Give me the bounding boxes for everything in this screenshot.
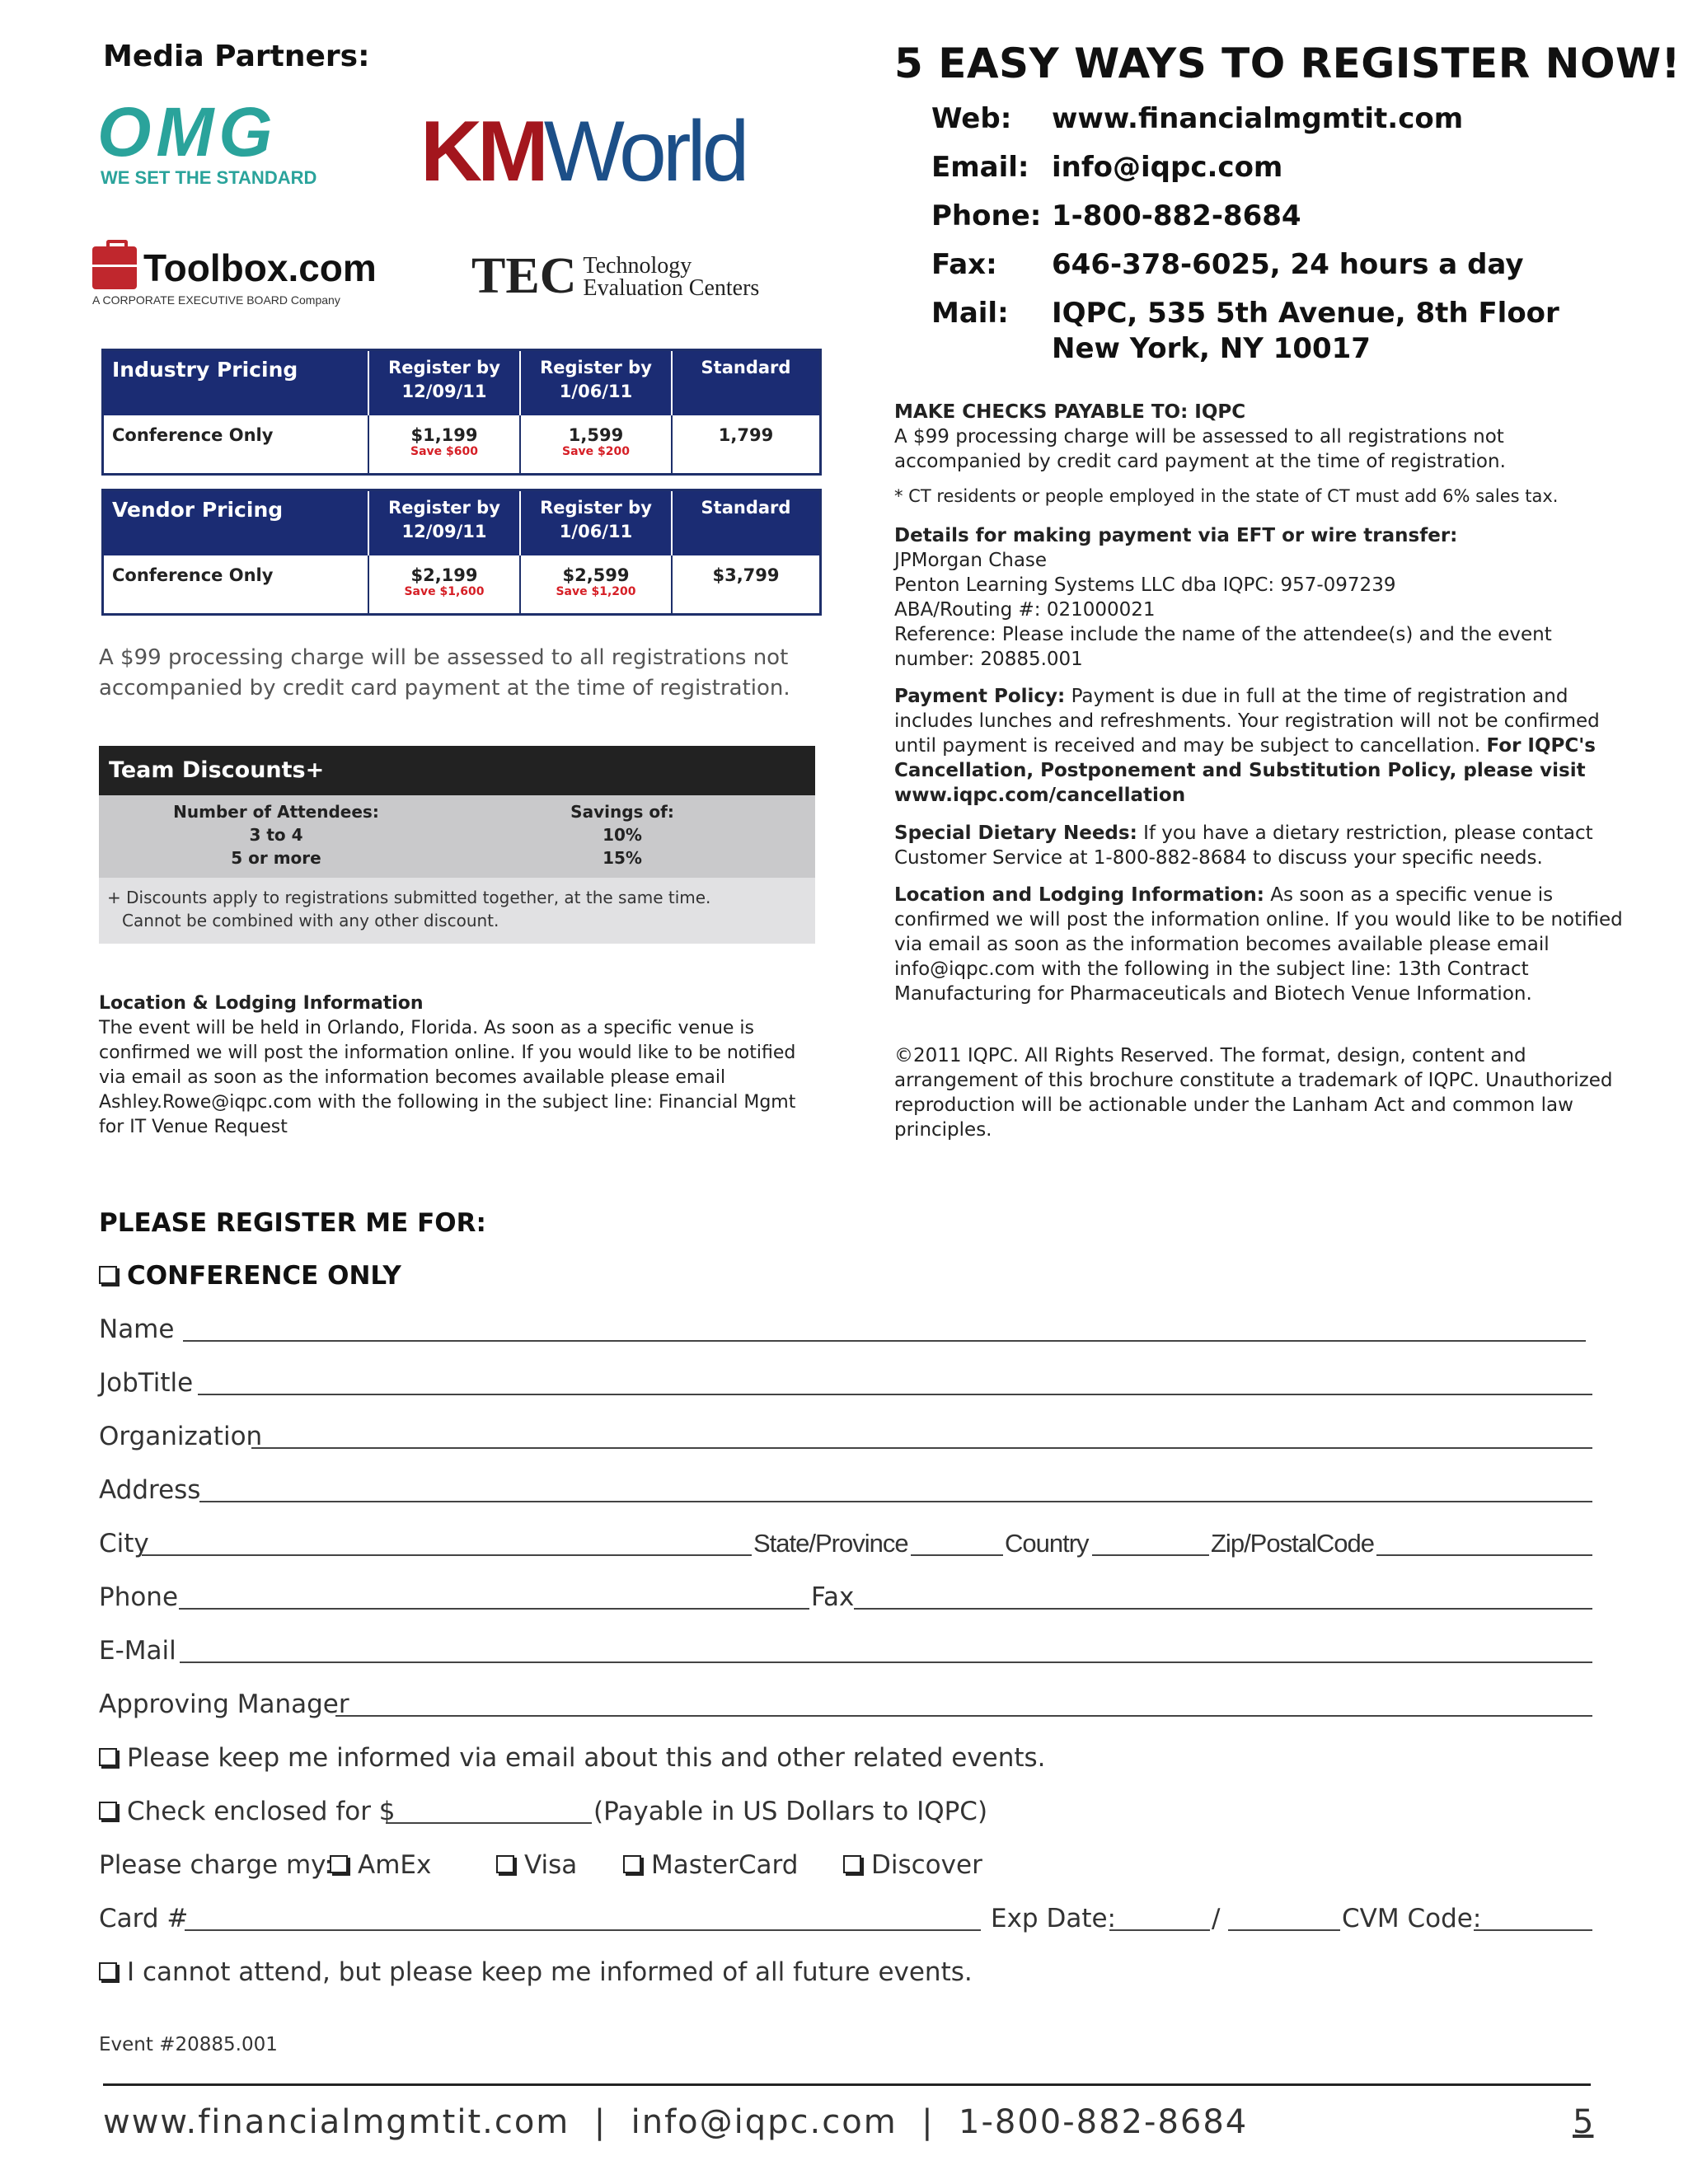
price-cell xyxy=(368,555,519,613)
attendees-header: Number of Attendees: xyxy=(173,802,379,822)
attendees-column xyxy=(165,800,387,869)
price-value: $3,799 xyxy=(712,565,780,585)
manager-label: Approving Manager xyxy=(99,1690,349,1719)
payment-policy-section xyxy=(894,684,1628,808)
price-value: $2,199 xyxy=(410,565,478,585)
card-number-field[interactable] xyxy=(185,1929,981,1931)
exp-year-field[interactable] xyxy=(1228,1929,1340,1931)
vendor-pricing-header xyxy=(104,491,819,555)
toolbox-icon xyxy=(92,246,137,289)
payment-policy-text: Payment is due in full at the time of registration and includes lunches and refreshments. Your registration will not be confirmed until payment is received and may be subject to cancellation. xyxy=(894,686,1600,757)
conference-only-label: CONFERENCE ONLY xyxy=(127,1261,401,1291)
footer-divider xyxy=(103,2083,1591,2086)
mastercard-option[interactable] xyxy=(623,1850,798,1880)
discover-checkbox[interactable] xyxy=(843,1855,861,1873)
checks-text: A $99 processing charge will be assessed to all registrations not accompanied by credit card payment at the time of registration. xyxy=(894,426,1506,472)
web-link[interactable]: www.financialmgmtit.com xyxy=(1052,102,1464,135)
tec-logo xyxy=(471,247,759,306)
email-label: Email: xyxy=(931,151,1029,184)
country-label: Country xyxy=(1005,1529,1089,1558)
toolbox-logo-name: Toolbox.com xyxy=(143,246,377,289)
visa-checkbox[interactable] xyxy=(496,1855,514,1873)
price-cell xyxy=(519,415,671,473)
industry-pricing-table xyxy=(101,349,822,476)
amex-checkbox[interactable] xyxy=(330,1855,348,1873)
phone-value: 1-800-882-8684 xyxy=(1052,199,1301,232)
city-field[interactable] xyxy=(142,1554,752,1556)
team-note-line-1: + Discounts apply to registrations submitted together, at the same time. xyxy=(107,888,711,907)
footer-contact: www.financialmgmtit.com | info@iqpc.com | 1-800-882-8684 xyxy=(103,2103,1249,2141)
address-field[interactable] xyxy=(199,1501,1592,1502)
manager-field[interactable] xyxy=(335,1715,1592,1717)
kmworld-logo-km: KM xyxy=(420,104,544,199)
check-payable-note: (Payable in US Dollars to IQPC) xyxy=(593,1797,988,1826)
phone-field[interactable] xyxy=(179,1608,809,1610)
processing-charge-note: A $99 processing charge will be assessed to all registrations not accompanied by credit card payment at the time of registration. xyxy=(99,645,790,701)
keep-informed-option[interactable] xyxy=(99,1743,1046,1773)
fax-value: 646-378-6025, 24 hours a day xyxy=(1052,248,1524,281)
register-title: 5 EASY WAYS TO REGISTER NOW! xyxy=(894,40,1681,87)
fax-field-label: Fax xyxy=(811,1582,855,1612)
price-cell xyxy=(671,415,819,473)
location-lodging-right xyxy=(894,883,1628,1006)
industry-pricing-header xyxy=(104,351,819,415)
toolbox-logo xyxy=(92,246,377,307)
visa-option[interactable] xyxy=(496,1850,577,1880)
card-label: Card # xyxy=(99,1904,189,1933)
mail-address-line-1: IQPC, 535 5th Avenue, 8th Floor xyxy=(1052,297,1559,330)
exp-month-field[interactable] xyxy=(1109,1929,1210,1931)
jobtitle-label: JobTitle xyxy=(99,1368,194,1398)
cvm-field[interactable] xyxy=(1474,1929,1592,1931)
savings-column xyxy=(515,800,729,869)
email-field[interactable] xyxy=(180,1661,1592,1663)
price-cell xyxy=(671,555,819,613)
check-amount-field[interactable] xyxy=(386,1822,592,1824)
ct-tax-note: * CT residents or people employed in the state of CT must add 6% sales tax. xyxy=(894,486,1559,506)
table-row xyxy=(104,415,819,473)
location-right-title: Location and Lodging Information: xyxy=(894,884,1264,906)
organization-label: Organization xyxy=(99,1422,263,1451)
vendor-pricing-table xyxy=(101,489,822,616)
vendor-pricing-title: Vendor Pricing xyxy=(112,498,284,522)
cancellation-policy-link[interactable]: For IQPC's Cancellation, Postponement and Substitution Policy, please visit www.iqpc.com/cancellation xyxy=(894,735,1596,806)
exp-date-separator: / xyxy=(1212,1904,1221,1933)
header-register-by-2: Register by 1/06/11 xyxy=(519,491,671,555)
check-enclosed-option[interactable] xyxy=(99,1797,396,1826)
name-label: Name xyxy=(99,1315,175,1344)
page-number: 5 xyxy=(1573,2103,1594,2141)
address-label: Address xyxy=(99,1475,201,1505)
mastercard-checkbox[interactable] xyxy=(623,1855,641,1873)
discover-label: Discover xyxy=(871,1850,982,1880)
copyright-notice: ©2011 IQPC. All Rights Reserved. The format, design, content and arrangement of this brochure constitute a trademark of IQPC. Unauthorized reproduction will be actionable under the Lanham Act and common law principles. xyxy=(894,1045,1613,1141)
header-standard: Standard xyxy=(671,491,819,555)
toolbox-logo-sub: A CORPORATE EXECUTIVE BOARD Company xyxy=(92,293,340,307)
phone-label: Phone: xyxy=(931,199,1042,232)
email-field-label: E-Mail xyxy=(99,1636,176,1666)
location-left-title: Location & Lodging Information xyxy=(99,993,424,1014)
fax-label: Fax: xyxy=(931,248,997,281)
zip-label: Zip/PostalCode xyxy=(1211,1529,1374,1558)
email-link[interactable]: info@iqpc.com xyxy=(1052,151,1283,184)
discover-option[interactable] xyxy=(843,1850,982,1880)
attendees-row-1: 3 to 4 xyxy=(249,825,303,845)
conference-only-option[interactable] xyxy=(99,1261,401,1291)
team-discounts-table xyxy=(99,795,815,878)
tec-logo-text xyxy=(583,252,760,301)
location-lodging-left xyxy=(99,991,799,1140)
zip-field[interactable] xyxy=(1376,1554,1592,1556)
location-right-text: As soon as a specific venue is confirmed we will post the information online. If you would like to be notified via email as soon as the information becomes available please email info@iqpc.com with the following in the subject line: 13th Contract Manufacturing for Pharmaceuticals and Biotech Venue Information. xyxy=(894,884,1623,1005)
mastercard-label: MasterCard xyxy=(651,1850,799,1880)
savings-row-2: 15% xyxy=(603,848,642,868)
price-cell xyxy=(519,555,671,613)
dietary-section xyxy=(894,821,1628,870)
dietary-title: Special Dietary Needs: xyxy=(894,823,1137,844)
organization-field[interactable] xyxy=(251,1447,1592,1449)
eft-bank: JPMorgan Chase xyxy=(894,550,1048,571)
event-number: Event #20885.001 xyxy=(99,2034,278,2055)
cvm-label: CVM Code: xyxy=(1342,1904,1482,1933)
city-label: City xyxy=(99,1529,149,1558)
row-label: Conference Only xyxy=(112,425,274,445)
amex-label: AmEx xyxy=(358,1850,432,1880)
form-title: PLEASE REGISTER ME FOR: xyxy=(99,1208,486,1238)
charge-label: Please charge my: xyxy=(99,1850,333,1880)
savings-row-1: 10% xyxy=(603,825,642,845)
team-discounts-note xyxy=(99,878,815,944)
eft-reference: Reference: Please include the name of the attendee(s) and the event number: 20885.001 xyxy=(894,624,1552,670)
check-enclosed-checkbox[interactable] xyxy=(99,1802,117,1820)
price-value: $1,199 xyxy=(410,425,478,445)
industry-pricing-title: Industry Pricing xyxy=(112,358,298,382)
phone-field-label: Phone xyxy=(99,1582,179,1612)
kmworld-logo xyxy=(420,103,745,201)
header-register-by-1: Register by 12/09/11 xyxy=(368,491,519,555)
eft-title: Details for making payment via EFT or wire transfer: xyxy=(894,525,1458,546)
team-discounts-title: Team Discounts+ xyxy=(99,746,815,795)
check-enclosed-label: Check enclosed for $ xyxy=(127,1797,396,1826)
cannot-attend-option[interactable] xyxy=(99,1957,973,1987)
location-left-text: The event will be held in Orlando, Florida. As soon as a specific venue is confirmed we will post the information online. If you would like to be notified via email as soon as the information becomes available please email Ashley.Rowe@iqpc.com with the following in the subject line: Financial Mgmt for IT Venue Request xyxy=(99,1018,796,1137)
price-value: $2,599 xyxy=(562,565,630,585)
mail-address-line-2: New York, NY 10017 xyxy=(1052,332,1371,365)
tec-logo-line2: Evaluation Centers xyxy=(583,274,760,301)
savings-label: Save $200 xyxy=(562,445,630,458)
visa-label: Visa xyxy=(524,1850,578,1880)
savings-label: Save $600 xyxy=(410,445,478,458)
media-partners-title: Media Partners: xyxy=(103,40,370,73)
checks-section xyxy=(894,400,1628,509)
tec-logo-line1: Technology xyxy=(583,252,692,279)
jobtitle-field[interactable] xyxy=(198,1394,1592,1395)
state-label: State/Province xyxy=(753,1529,908,1558)
savings-label: Save $1,600 xyxy=(404,585,485,598)
header-register-by-2: Register by 1/06/11 xyxy=(519,351,671,415)
keep-informed-label: Please keep me informed via email about this and other related events. xyxy=(127,1743,1046,1773)
eft-section xyxy=(894,523,1628,672)
omg-logo-word: OMG xyxy=(97,93,278,171)
row-label: Conference Only xyxy=(112,565,274,585)
team-note-line-2: Cannot be combined with any other discount. xyxy=(122,911,499,930)
eft-routing: ABA/Routing #: 021000021 xyxy=(894,599,1156,621)
checks-title: MAKE CHECKS PAYABLE TO: IQPC xyxy=(894,401,1246,423)
country-field[interactable] xyxy=(1092,1554,1209,1556)
keep-informed-checkbox[interactable] xyxy=(99,1748,117,1766)
eft-account: Penton Learning Systems LLC dba IQPC: 957-097239 xyxy=(894,574,1396,596)
web-label: Web: xyxy=(931,102,1012,135)
mail-label: Mail: xyxy=(931,297,1009,330)
cannot-attend-label: I cannot attend, but please keep me informed of all future events. xyxy=(127,1957,973,1987)
savings-header: Savings of: xyxy=(570,802,674,822)
omg-logo-tagline: WE SET THE STANDARD xyxy=(101,167,317,188)
price-cell xyxy=(368,415,519,473)
attendees-row-2: 5 or more xyxy=(231,848,321,868)
exp-date-label: Exp Date: xyxy=(991,1904,1117,1933)
state-field[interactable] xyxy=(911,1554,1003,1556)
savings-label: Save $1,200 xyxy=(556,585,636,598)
kmworld-logo-world: World xyxy=(543,104,746,199)
team-discounts-box xyxy=(99,746,815,944)
cannot-attend-checkbox[interactable] xyxy=(99,1962,117,1980)
payment-policy-title: Payment Policy: xyxy=(894,686,1066,707)
omg-logo xyxy=(97,92,316,189)
header-standard: Standard xyxy=(671,351,819,415)
conference-only-checkbox[interactable] xyxy=(99,1266,117,1284)
name-field[interactable] xyxy=(183,1340,1586,1342)
table-row xyxy=(104,555,819,613)
price-value: 1,799 xyxy=(718,425,774,445)
dietary-text: If you have a dietary restriction, please contact Customer Service at 1-800-882-8684 to discuss your specific needs. xyxy=(894,823,1593,869)
price-value: 1,599 xyxy=(568,425,624,445)
tec-logo-mark: TEC xyxy=(471,248,577,304)
header-register-by-1: Register by 12/09/11 xyxy=(368,351,519,415)
fax-field[interactable] xyxy=(854,1608,1592,1610)
amex-option[interactable] xyxy=(330,1850,431,1880)
